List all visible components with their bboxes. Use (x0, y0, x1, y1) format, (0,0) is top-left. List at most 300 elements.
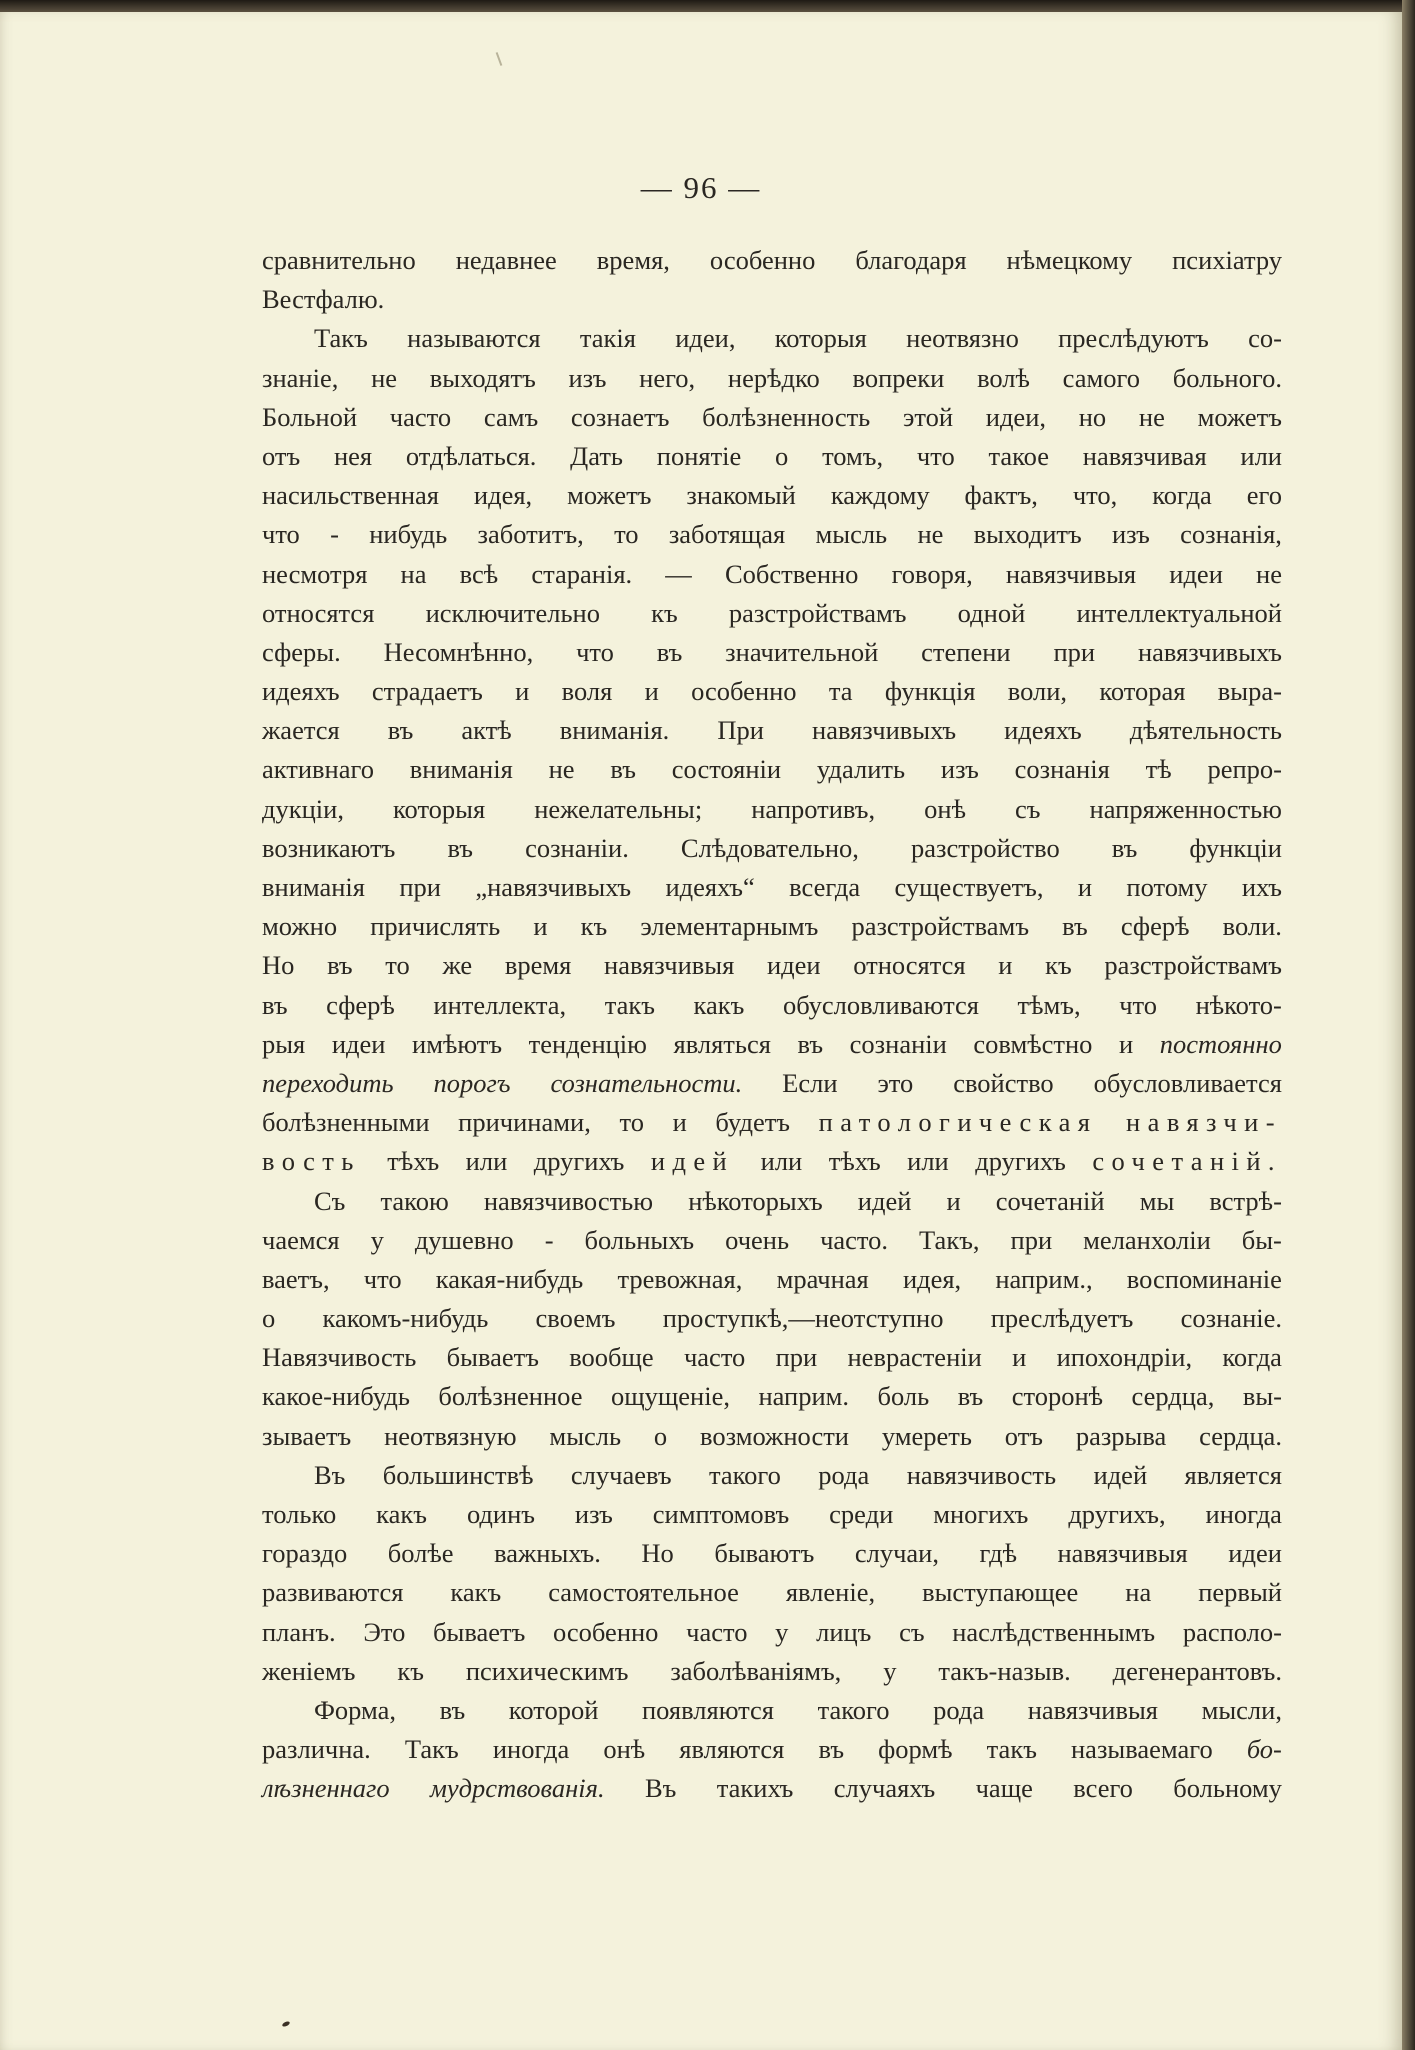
word: въ (957, 1381, 984, 1412)
word: на (1125, 1577, 1152, 1608)
text-line (262, 594, 1282, 633)
word: разстройствамъ (851, 911, 1030, 942)
word: навязчивыя (604, 950, 735, 981)
word: называемаго (1071, 1734, 1213, 1765)
word: и (1077, 872, 1093, 902)
text-line (262, 672, 1282, 711)
word: разстройствамъ (1104, 950, 1282, 981)
word: каждому (830, 480, 930, 511)
word: часто (389, 401, 452, 432)
word: него, (639, 362, 696, 393)
word: Несомнѣнно, (383, 636, 534, 667)
text-line (262, 1417, 1282, 1456)
word: въ (656, 636, 683, 667)
text-line (262, 1456, 1282, 1495)
word: сторонѣ (1011, 1381, 1104, 1412)
word: мысль (815, 519, 888, 550)
word: бо- (1246, 1734, 1282, 1765)
word: случаи, (854, 1538, 939, 1569)
word: идеи, (985, 401, 1046, 432)
word: случаяхъ (833, 1773, 936, 1804)
word: лицъ (816, 1616, 872, 1647)
word: и (1118, 1028, 1134, 1059)
text-line (262, 633, 1282, 672)
word: разрыва (1075, 1420, 1167, 1451)
word: воспоминаніе (1126, 1263, 1282, 1294)
word: возникаютъ (262, 832, 396, 863)
word: свойство (953, 1067, 1054, 1098)
word: при (1053, 636, 1096, 667)
word: мудрствованія. (429, 1773, 605, 1804)
word: тенденцію (528, 1028, 647, 1059)
word: идей (650, 1146, 735, 1177)
word: такою (380, 1185, 449, 1216)
word: сочетаній. (1092, 1146, 1282, 1177)
word: или (760, 1146, 803, 1177)
word: ипохондріи, (1056, 1342, 1193, 1373)
word: Вестфалю. (262, 284, 385, 315)
word: Такъ (314, 323, 368, 354)
word: въ (1111, 832, 1138, 863)
word: патологическая (818, 1107, 1098, 1138)
word: появляются (642, 1694, 774, 1725)
word: выступающее (922, 1577, 1079, 1608)
word: такъ (604, 989, 655, 1020)
word: Форма, (314, 1694, 397, 1725)
word: волѣ (977, 362, 1030, 393)
word: заботящая (668, 519, 786, 550)
word: только (262, 1499, 337, 1529)
word: проступкѣ,—неотступно (662, 1303, 944, 1334)
word: въ (439, 1694, 466, 1725)
word: мрачная (776, 1263, 869, 1294)
word: ваетъ, (262, 1263, 330, 1294)
word: этой (902, 401, 954, 432)
word: сердца, (1131, 1381, 1215, 1412)
text-line (262, 555, 1282, 594)
word: сознанія (1014, 754, 1110, 785)
word: о (775, 440, 789, 471)
word: репро- (1207, 754, 1282, 785)
word: другихъ (975, 1146, 1066, 1177)
word: бываетъ (446, 1342, 539, 1373)
word: напротивъ, (751, 793, 876, 824)
text-line (262, 359, 1282, 398)
word: у (883, 1655, 897, 1686)
text-line (262, 1691, 1282, 1730)
word: какъ (693, 989, 745, 1020)
word: случаевъ (570, 1459, 672, 1490)
word: больному (1173, 1773, 1282, 1804)
word: нерѣдко (727, 362, 820, 393)
word: въ (818, 1734, 845, 1765)
word: болѣзненное (438, 1381, 583, 1412)
word: болѣзненность (702, 401, 871, 432)
word: навязчивость (906, 1459, 1057, 1490)
text-line (262, 319, 1282, 358)
word: идеи, (675, 323, 736, 354)
word: выходятъ (429, 362, 536, 393)
word: Слѣдовательно, (680, 832, 859, 863)
word: Съ (314, 1185, 346, 1216)
text-line (262, 1142, 1282, 1181)
text-line (262, 711, 1282, 750)
word: сознаніи. (525, 832, 629, 863)
word: иногда (492, 1734, 570, 1765)
word: навязчивыхъ (812, 715, 957, 746)
word: что (576, 636, 614, 667)
word: болѣе (387, 1538, 454, 1569)
word: Дать (570, 440, 623, 471)
word: обусловливается (1093, 1067, 1282, 1098)
word: такъ (986, 1734, 1037, 1765)
word: потому (1126, 872, 1208, 902)
word: воля (561, 676, 613, 707)
word: вообще (569, 1342, 654, 1373)
word: совмѣстно (973, 1028, 1093, 1059)
word: иногда (1205, 1499, 1282, 1529)
word: называются (407, 323, 541, 354)
word: ощущеніе, (610, 1381, 730, 1412)
word: какъ (376, 1499, 427, 1529)
word: сознанія, (1180, 519, 1282, 550)
text-line (262, 829, 1282, 868)
word: дегенерантовъ. (1112, 1655, 1282, 1686)
word: нежелательны; (534, 793, 703, 824)
word: сферы. (262, 636, 341, 667)
word: изъ (568, 362, 607, 393)
word: особенно (709, 245, 816, 275)
word: относятся (853, 950, 966, 981)
text-line (262, 1377, 1282, 1416)
word: знакомый (686, 480, 796, 511)
word: не (917, 519, 944, 550)
page-number: — 96 — (640, 170, 762, 205)
word: отдѣлаться. (405, 440, 537, 471)
word: самостоятельное (548, 1577, 739, 1608)
word: идеяхъ“ (665, 872, 755, 902)
word: не (1138, 401, 1165, 432)
word: неврастеніи (847, 1342, 982, 1373)
word: первый (1198, 1577, 1282, 1608)
word: понятіе (656, 440, 742, 471)
word: рода (933, 1694, 985, 1725)
word: являться (673, 1028, 771, 1059)
word: недавнее (455, 245, 557, 275)
word: болѣзненными (262, 1107, 430, 1138)
word: идеи (766, 950, 821, 981)
text-line (262, 1182, 1282, 1221)
word: - (544, 1224, 554, 1255)
word: заботитъ, (477, 519, 584, 550)
word: причислять (370, 911, 501, 942)
word: разстройствамъ (728, 597, 907, 628)
word: существуетъ, (894, 872, 1044, 902)
word: наслѣдственнымъ (952, 1616, 1156, 1647)
word: благодаря (855, 245, 967, 275)
word: томъ, (822, 440, 884, 471)
page-top-edge (0, 0, 1415, 12)
word: психіатру (1172, 245, 1282, 275)
word: особенно (691, 676, 797, 707)
word: тѣхъ (828, 1146, 881, 1177)
word: одной (957, 597, 1026, 628)
word: идеи (1169, 558, 1223, 589)
text-line (262, 515, 1282, 554)
word: идеи (1228, 1538, 1282, 1569)
word: то (385, 950, 410, 981)
word: какомъ-нибудь (322, 1303, 489, 1334)
word: состояніи (671, 754, 782, 785)
word: чаемся (262, 1224, 340, 1255)
word: идея, (902, 1263, 962, 1294)
word: или (465, 1146, 508, 1177)
word: но (1078, 401, 1107, 432)
word: изъ (940, 754, 979, 785)
word: элементарнымъ (640, 911, 819, 942)
word: вниманія. (559, 715, 670, 746)
text-line (262, 1769, 1282, 1808)
word: и (533, 911, 548, 942)
word: не (1256, 558, 1282, 589)
word: изъ (574, 1499, 613, 1529)
word: Навязчивость (262, 1342, 417, 1373)
text-line (262, 1573, 1282, 1612)
book-page (0, 12, 1402, 2050)
word: среди (829, 1499, 894, 1529)
word: это (877, 1067, 914, 1098)
word: Въ (314, 1459, 346, 1490)
word: навязчивыхъ (1137, 636, 1282, 667)
word: интеллектуальной (1076, 597, 1282, 628)
word: насильственная (262, 480, 439, 511)
word: при (399, 872, 441, 902)
word: располо- (1182, 1616, 1282, 1647)
word: „навязчивыхъ (475, 872, 632, 902)
page-right-edge (1402, 0, 1415, 2050)
word: несмотря (262, 558, 368, 589)
text-line (262, 1730, 1282, 1769)
word: функція (884, 676, 976, 707)
text-line (262, 946, 1282, 985)
word: когда (1222, 1342, 1282, 1373)
text-line (262, 907, 1282, 946)
word: тѣхъ (387, 1146, 440, 1177)
word: при (1010, 1224, 1053, 1255)
word: мысль (549, 1420, 622, 1451)
word: относятся (262, 597, 375, 628)
word: можетъ (567, 480, 652, 511)
word: всегда (789, 872, 861, 902)
word: въ (387, 715, 414, 746)
word: важныхъ. (494, 1538, 601, 1569)
word: нѣмецкому (1006, 245, 1133, 275)
word: въ (1062, 911, 1088, 942)
word: или (1240, 440, 1282, 471)
word: навязчивая (1082, 440, 1207, 471)
word: къ (1045, 950, 1072, 981)
word: навязчивостью (483, 1185, 654, 1216)
text-line (262, 1495, 1282, 1534)
text-line (262, 1064, 1282, 1103)
word: сознательности. (550, 1067, 743, 1098)
word: такія (579, 323, 636, 354)
word: о (653, 1420, 668, 1451)
word: гдѣ (979, 1538, 1017, 1569)
word: его (1246, 480, 1282, 511)
word: что (262, 519, 300, 550)
word: при (775, 1342, 818, 1373)
text-line (262, 476, 1282, 515)
word: - (330, 519, 339, 550)
word: сравнительно (262, 245, 416, 275)
word: нѣкоторыхъ (688, 1185, 823, 1216)
word: выра- (1217, 676, 1282, 707)
word: встрѣ- (1209, 1185, 1282, 1216)
word: гораздо (262, 1538, 348, 1569)
word: вопреки (852, 362, 945, 393)
word: разстройство (910, 832, 1060, 863)
word: вы- (1242, 1381, 1282, 1412)
word: нибудь (369, 519, 448, 550)
word: симптомовъ (652, 1499, 790, 1529)
word: вость (262, 1146, 361, 1177)
word: знаніе, (262, 362, 339, 393)
word: больного. (1172, 362, 1282, 393)
word: развиваются (262, 1577, 404, 1608)
word: и (1012, 1342, 1027, 1373)
word: является (1184, 1459, 1282, 1490)
word: сферѣ (1120, 911, 1190, 942)
word: заболѣваніямъ, (670, 1655, 842, 1686)
word: изъ (1111, 519, 1150, 550)
word: чаще (975, 1773, 1033, 1804)
word: очень (725, 1224, 790, 1255)
word: планъ. (262, 1616, 336, 1647)
word: многихъ (933, 1499, 1029, 1529)
word: онѣ (603, 1734, 646, 1765)
word: то (614, 519, 639, 550)
word: значительной (725, 636, 879, 667)
word: навязчивыя (1057, 1538, 1188, 1569)
word: въ (327, 950, 353, 981)
word: бы- (1241, 1224, 1282, 1255)
word: преслѣдуютъ (1058, 323, 1209, 354)
word: къ (651, 597, 678, 628)
word: сферѣ (326, 989, 395, 1020)
word: являются (679, 1734, 785, 1765)
word: преслѣдуетъ (990, 1303, 1134, 1334)
word: такъ-назыв. (938, 1655, 1071, 1686)
word: Если (782, 1067, 838, 1098)
ink-speck (282, 2020, 291, 2027)
word: у (370, 1224, 384, 1255)
text-line (262, 1652, 1282, 1691)
word: у (775, 1616, 789, 1647)
text-line (262, 868, 1282, 907)
word: наприм. (758, 1381, 850, 1412)
word: то (619, 1107, 644, 1138)
word: къ (397, 1655, 424, 1686)
text-line (262, 280, 1282, 319)
text-line (262, 1025, 1282, 1064)
word: какъ (450, 1577, 502, 1608)
body-text (262, 241, 1282, 1809)
word: другихъ (533, 1146, 625, 1177)
word: возможности (700, 1420, 849, 1451)
word: къ (580, 911, 608, 942)
word: имѣютъ (412, 1028, 503, 1059)
word: въ (797, 1028, 824, 1059)
word: навязчивыя (1005, 558, 1137, 589)
word: дѣятельность (1129, 715, 1282, 746)
word: различна. (262, 1734, 371, 1765)
word: самого (1062, 362, 1140, 393)
word: въ (262, 989, 288, 1020)
word: мы (1139, 1185, 1175, 1216)
word: другихъ, (1068, 1499, 1166, 1529)
word: сочетаній (995, 1185, 1105, 1216)
word: что, (1072, 480, 1118, 511)
word: формѣ (878, 1734, 953, 1765)
word: жается (262, 715, 340, 746)
word: со- (1248, 323, 1282, 354)
word: вниманія (262, 872, 365, 902)
word: что (916, 440, 955, 471)
text-line (262, 1260, 1282, 1299)
word: психическимъ (465, 1655, 629, 1686)
word: или (907, 1146, 949, 1177)
word: время (504, 950, 572, 981)
word: бываютъ (714, 1538, 815, 1569)
word: лѣзненнаго (262, 1773, 390, 1804)
word: удалить (816, 754, 906, 785)
word: воли. (1222, 911, 1282, 942)
word: не (371, 362, 398, 393)
word: и (946, 1185, 961, 1216)
word: идеи (331, 1028, 386, 1059)
word: неотвязную (384, 1420, 517, 1451)
word: зываетъ (262, 1420, 352, 1451)
word: Но (641, 1538, 674, 1569)
word: идеяхъ (262, 676, 340, 707)
word: съ (899, 1616, 925, 1647)
word: та (828, 676, 853, 707)
word: выходитъ (973, 519, 1082, 550)
text-line (262, 1103, 1282, 1142)
word: такого (708, 1459, 781, 1490)
word: — (665, 558, 692, 589)
word: онѣ (924, 793, 966, 824)
word: которыя (393, 793, 486, 824)
word: которая (1099, 676, 1186, 707)
text-line (262, 1299, 1282, 1338)
word: воли, (1007, 676, 1067, 707)
word: что (363, 1263, 402, 1294)
word: въ (610, 754, 636, 785)
word: женіемъ (262, 1655, 356, 1686)
word: неотвязно (906, 323, 1019, 354)
pencil-mark (496, 52, 503, 66)
word: идей (857, 1185, 912, 1216)
word: на (400, 558, 427, 589)
word: переходить (262, 1067, 394, 1098)
word: въ (447, 832, 474, 863)
word: рыя (262, 1028, 306, 1059)
word: страдаетъ (371, 676, 483, 707)
word: и (515, 676, 530, 707)
word: и (644, 676, 659, 707)
